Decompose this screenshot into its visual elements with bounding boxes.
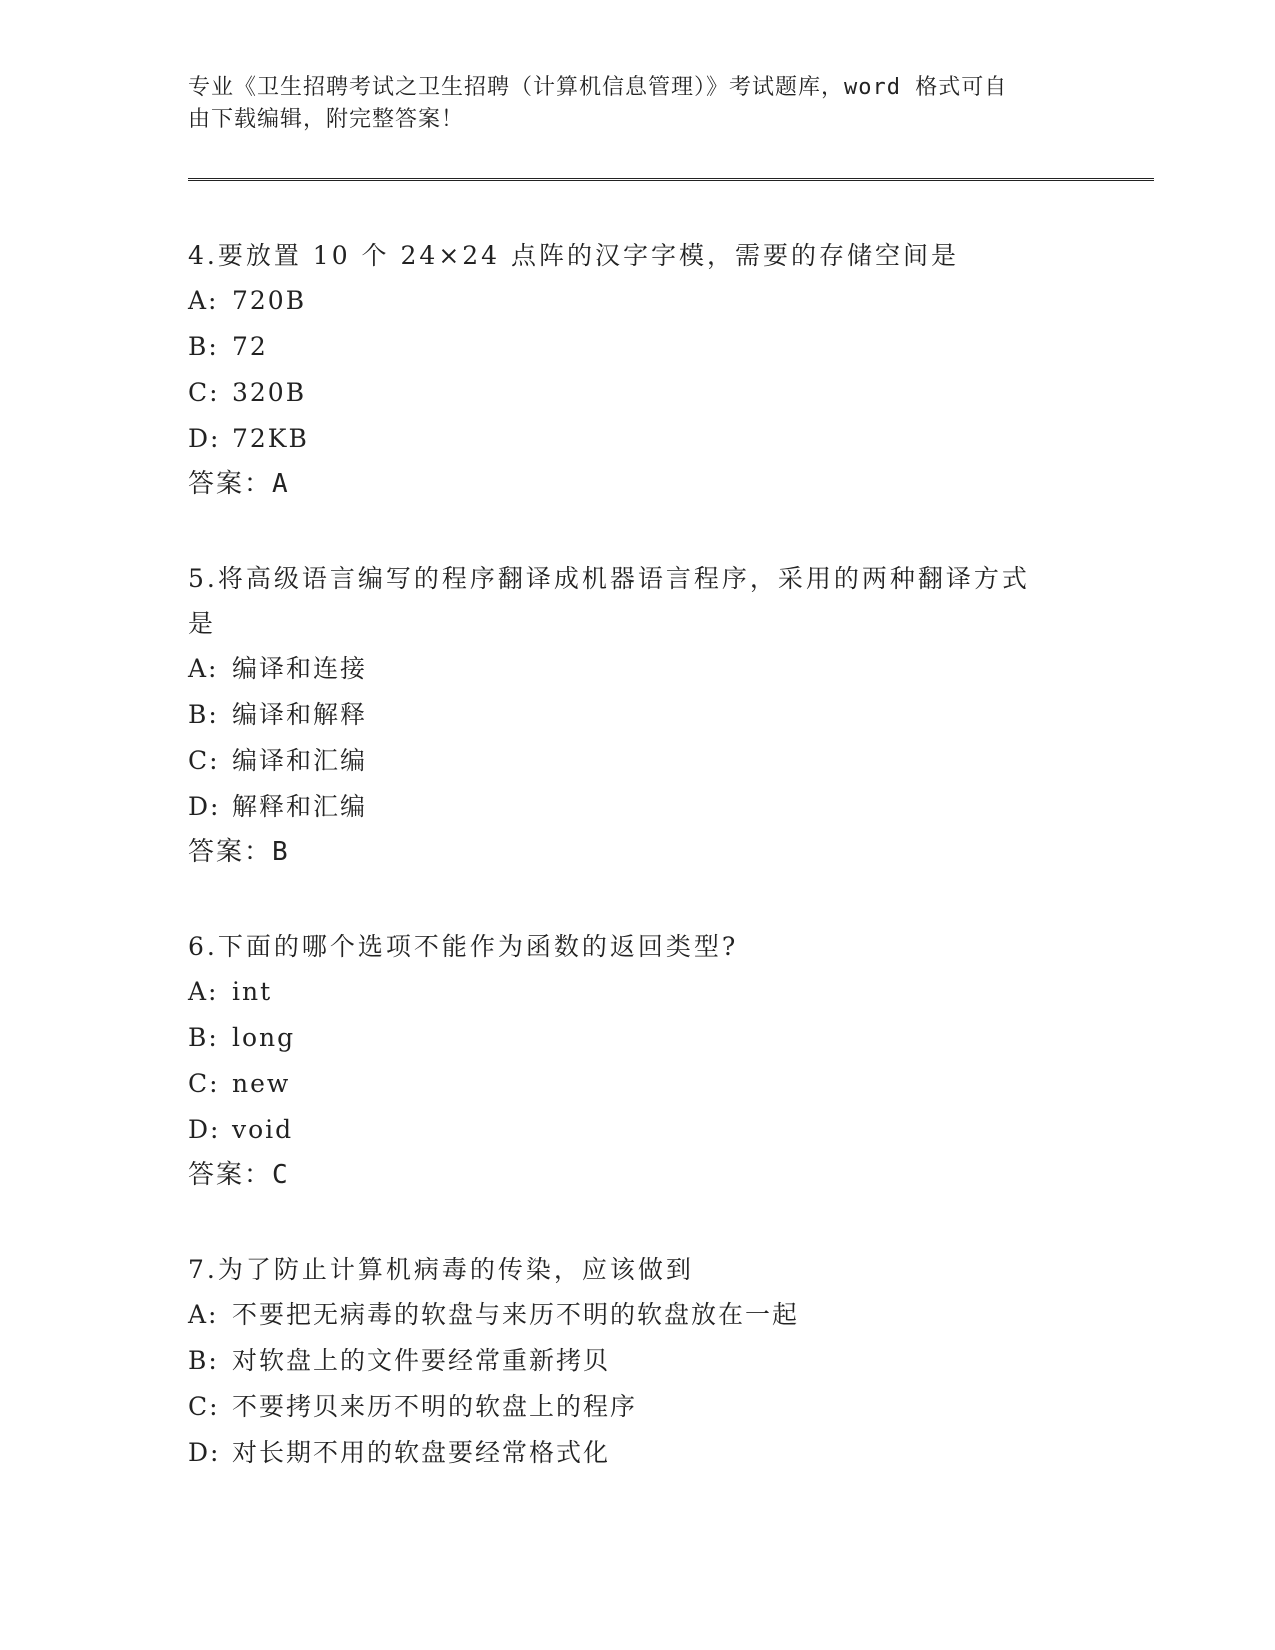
option-text: 不要拷贝来历不明的软盘上的程序	[232, 1392, 638, 1421]
option-b	[188, 324, 1068, 370]
option-letter: D:	[188, 1438, 221, 1467]
option-a	[188, 969, 1068, 1015]
answer-line: 答案：C	[188, 1160, 290, 1190]
option-text: 编译和汇编	[232, 746, 368, 775]
option-letter: C:	[188, 746, 220, 775]
option-letter: A:	[188, 654, 219, 683]
question-4	[188, 233, 1068, 506]
question-list	[188, 233, 1068, 1526]
option-text: 对长期不用的软盘要经常格式化	[232, 1438, 611, 1467]
option-text: 对软盘上的文件要经常重新拷贝	[232, 1346, 611, 1375]
option-text: 编译和解释	[232, 700, 368, 729]
option-letter: C:	[188, 1069, 220, 1098]
option-c	[188, 738, 1068, 784]
option-text: 320B	[232, 378, 307, 407]
option-text: 72	[232, 332, 268, 361]
option-letter: D:	[188, 1115, 221, 1144]
option-a	[188, 278, 1068, 324]
answer-line: 答案：A	[188, 469, 290, 499]
option-letter: A:	[188, 1300, 219, 1329]
option-letter: D:	[188, 424, 221, 453]
option-letter: B:	[188, 700, 219, 729]
option-a	[188, 1292, 1068, 1338]
option-text: void	[232, 1115, 294, 1144]
option-c	[188, 1384, 1068, 1430]
header-line-1: 专业《卫生招聘考试之卫生招聘（计算机信息管理）》考试题库，word 格式可自	[188, 75, 1008, 100]
option-text: 72KB	[232, 424, 309, 453]
option-d	[188, 416, 1068, 462]
document-header	[188, 72, 1068, 136]
option-text: 编译和连接	[232, 654, 368, 683]
header-divider	[188, 178, 1154, 181]
question-stem: 6.下面的哪个选项不能作为函数的返回类型?	[188, 932, 739, 961]
option-text: int	[232, 977, 273, 1006]
option-letter: D:	[188, 792, 221, 821]
question-5	[188, 556, 1068, 874]
option-b	[188, 1338, 1068, 1384]
option-d	[188, 1107, 1068, 1153]
option-b	[188, 692, 1068, 738]
option-text: 720B	[232, 286, 307, 315]
header-line-2: 由下载编辑，附完整答案！	[188, 107, 465, 132]
option-a	[188, 646, 1068, 692]
option-letter: B:	[188, 332, 219, 361]
question-stem: 4.要放置 10 个 24×24 点阵的汉字字模，需要的存储空间是	[188, 241, 960, 270]
option-letter: C:	[188, 378, 220, 407]
option-text: 解释和汇编	[232, 792, 368, 821]
option-c	[188, 1061, 1068, 1107]
option-text: 不要把无病毒的软盘与来历不明的软盘放在一起	[232, 1300, 800, 1329]
option-letter: C:	[188, 1392, 220, 1421]
question-stem: 5.将高级语言编写的程序翻译成机器语言程序，采用的两种翻译方式	[188, 564, 1030, 593]
option-letter: B:	[188, 1023, 219, 1052]
answer-line: 答案：B	[188, 837, 290, 867]
question-7	[188, 1247, 1068, 1476]
option-d	[188, 1430, 1068, 1476]
question-stem-continued: 是	[188, 609, 217, 638]
option-text: new	[232, 1069, 291, 1098]
option-letter: A:	[188, 286, 219, 315]
option-c	[188, 370, 1068, 416]
option-letter: B:	[188, 1346, 219, 1375]
question-stem: 7.为了防止计算机病毒的传染，应该做到	[188, 1255, 694, 1284]
option-d	[188, 784, 1068, 830]
question-6	[188, 924, 1068, 1197]
option-text: long	[232, 1023, 296, 1052]
option-b	[188, 1015, 1068, 1061]
option-letter: A:	[188, 977, 219, 1006]
